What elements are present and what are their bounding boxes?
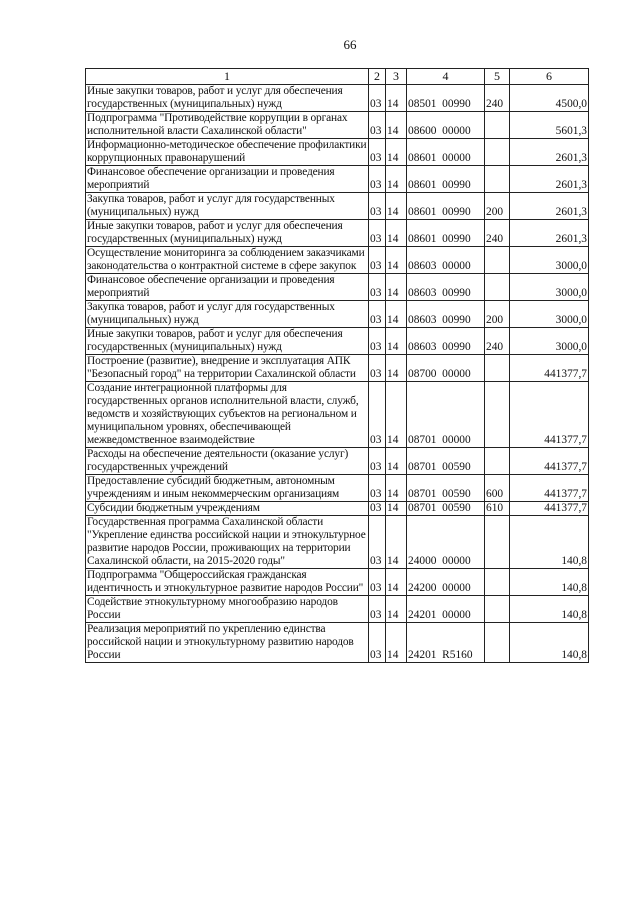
- table-row: [86, 166, 589, 193]
- header-row: [86, 69, 589, 85]
- expense-type-code: 200: [485, 301, 510, 328]
- amount: 3000,0: [510, 301, 589, 328]
- expense-type-code: [485, 596, 510, 623]
- target-item-code: 24201 R5160: [407, 623, 485, 663]
- section-code: 03: [369, 85, 386, 112]
- section-code: 03: [369, 516, 386, 569]
- amount: 2601,3: [510, 220, 589, 247]
- subsection-code: 14: [386, 274, 407, 301]
- target-item-code: 08603 00000: [407, 247, 485, 274]
- expense-type-code: [485, 139, 510, 166]
- subsection-code: 14: [386, 139, 407, 166]
- table-row: [86, 220, 589, 247]
- section-code: 03: [369, 502, 386, 516]
- row-name: Иные закупки товаров, работ и услуг для обеспечения государственных (муниципальных) нужд: [86, 85, 369, 112]
- subsection-code: 14: [386, 328, 407, 355]
- amount: 140,8: [510, 623, 589, 663]
- expense-type-code: [485, 569, 510, 596]
- target-item-code: 08601 00990: [407, 193, 485, 220]
- row-name: Создание интеграционной платформы для государственных органов исполнительной власти, служб, ведомств и хозяйствующих субъектов на региональном и муниципальном уровнях, обеспечивающей межведомственное взаимодействие: [86, 382, 369, 448]
- section-code: 03: [369, 274, 386, 301]
- expense-type-code: [485, 355, 510, 382]
- table-row: [86, 328, 589, 355]
- amount: 441377,7: [510, 448, 589, 475]
- section-code: 03: [369, 139, 386, 166]
- subsection-code: 14: [386, 301, 407, 328]
- row-name: Закупка товаров, работ и услуг для государственных (муниципальных) нужд: [86, 193, 369, 220]
- subsection-code: 14: [386, 596, 407, 623]
- section-code: 03: [369, 569, 386, 596]
- subsection-code: 14: [386, 166, 407, 193]
- subsection-code: 14: [386, 475, 407, 502]
- amount: 140,8: [510, 516, 589, 569]
- section-code: 03: [369, 301, 386, 328]
- expense-type-code: 200: [485, 193, 510, 220]
- row-name: Информационно-методическое обеспечение профилактики коррупционных правонарушений: [86, 139, 369, 166]
- row-name: Иные закупки товаров, работ и услуг для обеспечения государственных (муниципальных) нужд: [86, 328, 369, 355]
- target-item-code: 08600 00000: [407, 112, 485, 139]
- subsection-code: 14: [386, 516, 407, 569]
- amount: 3000,0: [510, 247, 589, 274]
- target-item-code: 08601 00990: [407, 166, 485, 193]
- row-name: Субсидии бюджетным учреждениям: [86, 502, 369, 516]
- subsection-code: 14: [386, 193, 407, 220]
- amount: 5601,3: [510, 112, 589, 139]
- amount: 441377,7: [510, 502, 589, 516]
- budget-table: [85, 68, 589, 663]
- table-row: [86, 502, 589, 516]
- subsection-code: 14: [386, 112, 407, 139]
- row-name: Реализация мероприятий по укреплению единства российской нации и этнокультурному развитию народов России: [86, 623, 369, 663]
- row-name: Расходы на обеспечение деятельности (оказание услуг) государственных учреждений: [86, 448, 369, 475]
- row-name: Содействие этнокультурному многообразию народов России: [86, 596, 369, 623]
- table-row: [86, 301, 589, 328]
- section-code: 03: [369, 112, 386, 139]
- row-name: Предоставление субсидий бюджетным, автономным учреждениям и иным некоммерческим организациям: [86, 475, 369, 502]
- row-name: Государственная программа Сахалинской области "Укрепление единства российской нации и этнокультурное развитие народов России, проживающих на территории Сахалинской области, на 2015-2020 годы": [86, 516, 369, 569]
- section-code: 03: [369, 220, 386, 247]
- table-row: [86, 85, 589, 112]
- expense-type-code: 240: [485, 328, 510, 355]
- target-item-code: 08701 00590: [407, 448, 485, 475]
- target-item-code: 24200 00000: [407, 569, 485, 596]
- expense-type-code: [485, 382, 510, 448]
- target-item-code: 08603 00990: [407, 328, 485, 355]
- expense-type-code: 240: [485, 220, 510, 247]
- expense-type-code: 610: [485, 502, 510, 516]
- target-item-code: 08603 00990: [407, 301, 485, 328]
- row-name: Построение (развитие), внедрение и эксплуатация АПК "Безопасный город" на территории Сахалинской области: [86, 355, 369, 382]
- section-code: 03: [369, 382, 386, 448]
- expense-type-code: 240: [485, 85, 510, 112]
- row-name: Закупка товаров, работ и услуг для государственных (муниципальных) нужд: [86, 301, 369, 328]
- section-code: 03: [369, 166, 386, 193]
- amount: 441377,7: [510, 382, 589, 448]
- target-item-code: 08501 00990: [407, 85, 485, 112]
- target-item-code: 08701 00590: [407, 502, 485, 516]
- table-row: [86, 382, 589, 448]
- amount: 2601,3: [510, 139, 589, 166]
- header-cell: 4: [407, 69, 485, 85]
- header-cell: 5: [485, 69, 510, 85]
- amount: 2601,3: [510, 166, 589, 193]
- table-row: [86, 596, 589, 623]
- table-row: [86, 112, 589, 139]
- table-row: [86, 448, 589, 475]
- row-name: Финансовое обеспечение организации и проведения мероприятий: [86, 274, 369, 301]
- expense-type-code: [485, 448, 510, 475]
- expense-type-code: [485, 166, 510, 193]
- subsection-code: 14: [386, 448, 407, 475]
- target-item-code: 08603 00990: [407, 274, 485, 301]
- row-name: Иные закупки товаров, работ и услуг для обеспечения государственных (муниципальных) нужд: [86, 220, 369, 247]
- amount: 3000,0: [510, 274, 589, 301]
- table-row: [86, 623, 589, 663]
- subsection-code: 14: [386, 569, 407, 596]
- amount: 441377,7: [510, 475, 589, 502]
- amount: 140,8: [510, 569, 589, 596]
- subsection-code: 14: [386, 502, 407, 516]
- section-code: 03: [369, 596, 386, 623]
- amount: 4500,0: [510, 85, 589, 112]
- header-cell: 6: [510, 69, 589, 85]
- table-row: [86, 569, 589, 596]
- subsection-code: 14: [386, 355, 407, 382]
- row-name: Подпрограмма "Общероссийская гражданская идентичность и этнокультурное развитие народов России": [86, 569, 369, 596]
- expense-type-code: [485, 247, 510, 274]
- table-row: [86, 475, 589, 502]
- page-number: 66: [343, 37, 357, 52]
- amount: 2601,3: [510, 193, 589, 220]
- section-code: 03: [369, 328, 386, 355]
- table-row: [86, 516, 589, 569]
- section-code: 03: [369, 475, 386, 502]
- subsection-code: 14: [386, 247, 407, 274]
- row-name: Подпрограмма "Противодействие коррупции в органах исполнительной власти Сахалинской области": [86, 112, 369, 139]
- amount: 140,8: [510, 596, 589, 623]
- table-row: [86, 274, 589, 301]
- subsection-code: 14: [386, 623, 407, 663]
- section-code: 03: [369, 193, 386, 220]
- target-item-code: 24201 00000: [407, 596, 485, 623]
- table-row: [86, 355, 589, 382]
- header-cell: 1: [86, 69, 369, 85]
- section-code: 03: [369, 448, 386, 475]
- target-item-code: 08601 00990: [407, 220, 485, 247]
- target-item-code: 08701 00000: [407, 382, 485, 448]
- subsection-code: 14: [386, 382, 407, 448]
- subsection-code: 14: [386, 220, 407, 247]
- section-code: 03: [369, 355, 386, 382]
- expense-type-code: [485, 274, 510, 301]
- header-cell: 3: [386, 69, 407, 85]
- subsection-code: 14: [386, 85, 407, 112]
- header-cell: 2: [369, 69, 386, 85]
- amount: 441377,7: [510, 355, 589, 382]
- target-item-code: 08700 00000: [407, 355, 485, 382]
- row-name: Финансовое обеспечение организации и проведения мероприятий: [86, 166, 369, 193]
- section-code: 03: [369, 623, 386, 663]
- expense-type-code: [485, 516, 510, 569]
- row-name: Осуществление мониторинга за соблюдением заказчиками законодательства о контрактной системе в сфере закупок: [86, 247, 369, 274]
- expense-type-code: 600: [485, 475, 510, 502]
- target-item-code: 24000 00000: [407, 516, 485, 569]
- amount: 3000,0: [510, 328, 589, 355]
- section-code: 03: [369, 247, 386, 274]
- target-item-code: 08601 00000: [407, 139, 485, 166]
- table-row: [86, 139, 589, 166]
- table-row: [86, 247, 589, 274]
- table-row: [86, 193, 589, 220]
- expense-type-code: [485, 112, 510, 139]
- target-item-code: 08701 00590: [407, 475, 485, 502]
- expense-type-code: [485, 623, 510, 663]
